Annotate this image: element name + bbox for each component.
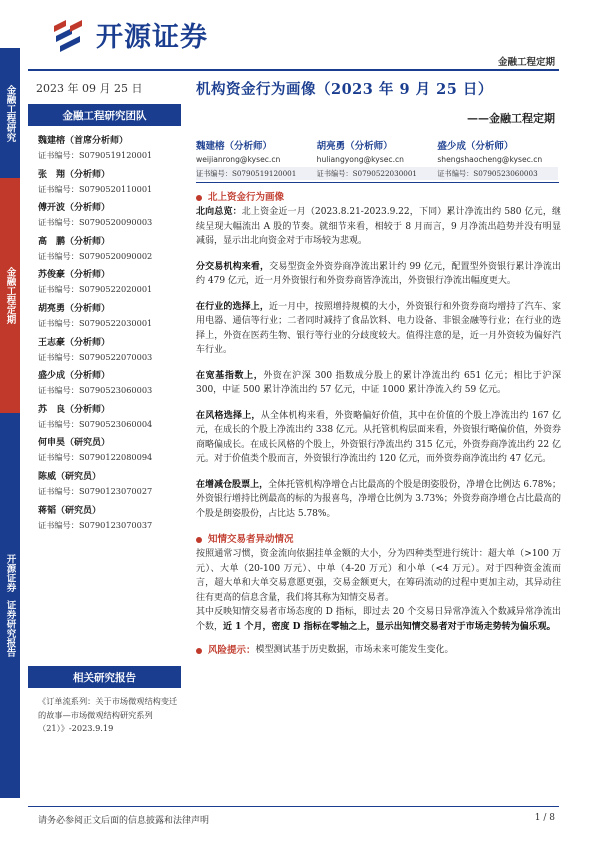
analyst-name: 蒋韬（研究员）	[38, 505, 102, 516]
page-number: 1 / 8	[534, 813, 555, 823]
paragraph-lead: 在增减仓股票上，	[196, 479, 269, 490]
logo-mark-icon	[52, 16, 92, 52]
author-item	[317, 140, 438, 166]
author-item	[437, 140, 558, 166]
header-divider	[28, 69, 559, 71]
author-cert-row	[196, 167, 558, 180]
author-name: 魏建榕（分析师）	[196, 141, 273, 152]
analyst-name: 高 鹏（分析师）	[38, 236, 111, 247]
paragraph-text: 按照通常习惯，资金流向依据挂单金额的大小，分为四种类型进行统计：超大单（>100 万元）、大单（20-100 万元）、中单（4-20 万元）和小单（<4 万元）。对于四种资金流而言，超大单和大单交易意愿更强，交易金额更大，在筹码流动的过程中更加主动，其异动往往有更高的信息含量，我们将其称为知情交易者。	[196, 549, 561, 603]
company-logo	[52, 14, 208, 54]
analyst-cert: 证书编号：S0790519120001	[38, 150, 153, 160]
strip-segment-brand	[0, 413, 20, 798]
author-email[interactable]: shengshaocheng@kysec.cn	[437, 155, 543, 164]
strip-text: 金融工程研究	[4, 84, 16, 142]
paragraph-text: 其中反映知情交易者市场态度的 D 指标，即过去 20 个交易日异常净流入个数减异常净流出个数，	[196, 607, 561, 632]
risk-text: 模型测试基于历史数据，市场未来可能发生变化。	[255, 645, 454, 655]
analyst-cert: 证书编号：S0790520090002	[38, 250, 153, 261]
report-type: 金融工程定期	[497, 57, 555, 68]
related-report-link[interactable]: 《订单流系列：关于市场微观结构变迁的故事—市场微观结构研究系列（21）》-2023.9.19	[38, 696, 178, 733]
analyst-item	[38, 370, 183, 404]
analyst-name: 傅开波（分析师）	[38, 203, 111, 214]
side-strip	[0, 48, 20, 798]
author-email[interactable]: huliangyong@kysec.cn	[316, 155, 404, 164]
author-name: 胡亮勇（分析师）	[316, 141, 393, 152]
analyst-list	[38, 135, 183, 538]
analyst-cert: 证书编号：S0790522070003	[38, 351, 153, 362]
analyst-cert: 证书编号：S0790523060003	[38, 385, 153, 396]
bullet-icon	[196, 537, 202, 543]
title-divider	[196, 182, 559, 183]
analyst-item	[38, 202, 183, 236]
analyst-cert: 证书编号：S0790122080094	[38, 452, 153, 463]
author-name: 盛少成（分析师）	[437, 141, 514, 152]
paragraph-lead: 北向总览：	[196, 207, 242, 217]
report-subtitle: ——金融工程定期	[467, 112, 555, 125]
analyst-cert: 证书编号：S0790523060004	[38, 418, 153, 429]
analyst-name: 苏 良（分析师）	[38, 404, 111, 415]
team-heading: 金融工程研究团队	[28, 104, 181, 126]
risk-warning	[196, 643, 561, 658]
logo-text: 开源证券	[96, 21, 208, 53]
paragraph-lead: 在行业的选择上，	[196, 301, 270, 312]
paragraph	[196, 369, 561, 398]
analyst-item	[38, 269, 183, 303]
analyst-name: 胡亮勇（分析师）	[38, 303, 111, 314]
analyst-name: 盛少成（分析师）	[38, 371, 111, 382]
analyst-name: 苏俊豪（分析师）	[38, 270, 111, 281]
analyst-item	[38, 135, 183, 169]
author-list	[196, 140, 558, 166]
paragraph-text: 北上资金近一月（2023.8.21-2023.9.22，下同）累计净流出约 580 亿元，继续呈现大幅流出 A 股的节奏。就细节来看，相较于 8 月而言，9 月净流出趋势并没有明显减弱，显示出北向资金对于市场较为悲观。	[196, 207, 561, 246]
analyst-name: 魏建榕（首席分析师）	[38, 136, 129, 146]
disclaimer-notice: 请务必参阅正文后面的信息披露和法律声明	[38, 816, 210, 826]
strip-segment-periodic	[0, 178, 20, 413]
analyst-name: 王志豪（分析师）	[38, 337, 111, 348]
analyst-item	[38, 236, 183, 270]
author-cert: 证书编号：S0790522030001	[316, 169, 417, 178]
analyst-cert: 证书编号：S0790522030001	[38, 317, 153, 328]
paragraph-text: 外资在沪深 300 指数成分股上的累计净流出约 651 亿元；相比于沪深 300，中证 500 累计净流出约 57 亿元，中证 1000 累计净流入约 59 亿元。	[196, 370, 561, 395]
analyst-name: 张 翔（分析师）	[38, 169, 111, 180]
paragraph-lead: 在宽基指数上，	[196, 370, 264, 381]
author-cert: 证书编号：S0790523060003	[437, 169, 538, 178]
section-title: 北上资金行为画像	[208, 192, 285, 203]
report-body	[196, 190, 561, 658]
paragraph-text: 全体托管机构净增仓占比最高的个股是朗姿股份，净增仓比例达 6.78%；外资银行增持比例最高的标的为报喜鸟，净增仓比例为 3.73%；外资券商净增仓占比最高的个股是朗姿股份，占比达 5.78%。	[196, 479, 561, 519]
risk-label: 风险提示：	[208, 645, 256, 656]
paragraph	[196, 260, 561, 289]
paragraph	[196, 478, 561, 522]
analyst-cert: 证书编号：S0790123070027	[38, 485, 153, 496]
paragraph	[196, 547, 561, 605]
analyst-cert: 证书编号：S0790520110001	[38, 183, 153, 194]
analyst-cert: 证书编号：S0790123070037	[38, 519, 153, 530]
paragraph-lead: 分交易机构来看，	[196, 261, 270, 272]
paragraph	[196, 409, 561, 467]
strip-text: 证券研究报告	[4, 600, 16, 657]
analyst-cert: 证书编号：S0790520090003	[38, 217, 153, 228]
paragraph	[196, 300, 561, 358]
strip-text: 开源证券	[4, 554, 16, 592]
analyst-item	[38, 169, 183, 203]
paragraph-conclusion: 近 1 个月，密度 D 指标在零轴之上，显示出知情交易者对于市场走势转为偏乐观。	[223, 621, 556, 632]
bullet-icon	[196, 648, 202, 654]
report-title: 机构资金行为画像（2023 年 9 月 25 日）	[196, 81, 493, 98]
analyst-name: 陈威（研究员）	[38, 471, 102, 482]
section-heading-north	[196, 190, 561, 205]
footer-divider	[28, 806, 559, 807]
analyst-item	[38, 505, 183, 539]
paragraph-text: 近一月中，按照增持规模的大小，外资银行和外资券商均增持了汽车、家用电器、通信等行业；二者同时减持了食品饮料、电力设备、非银金融等行业；在行业的选择上，外资在医药生物、银行等行业的分歧度较大。值得注意的是，近一月外资较为偏好汽车行业。	[196, 301, 561, 355]
analyst-item	[38, 471, 183, 505]
author-item	[196, 140, 317, 166]
analyst-name: 何申昊（研究员）	[38, 438, 111, 449]
related-heading: 相关研究报告	[28, 666, 181, 688]
analyst-item	[38, 437, 183, 471]
bullet-icon	[196, 195, 202, 201]
paragraph-text: 从全体机构来看，外资略偏好价值，其中在价值的个股上净流出约 167 亿元，在成长的个股上净流出约 338 亿元。从托管机构层面来看，外资银行略偏价值，外资券商略偏成长。在成长风格的个股上，外资银行净流出约 315 亿元，外资券商净流出约 22 亿元。对于价值类个股而言，外资银行净流出约 120 亿元，而外资券商净流出约 47 亿元。	[196, 410, 561, 464]
author-cert: 证书编号：S0790519120001	[196, 169, 297, 178]
report-date: 2023 年 09 月 25 日	[36, 82, 143, 95]
analyst-item	[38, 337, 183, 371]
paragraph-text: 交易型资金外资券商净流出累计约 99 亿元，配置型外资银行累计净流出约 479 亿元，近一月外资银行和外资券商皆净流出，外资银行净流出幅度更大。	[196, 261, 561, 286]
author-email[interactable]: weijianrong@kysec.cn	[196, 155, 281, 164]
strip-text: 金融工程定期	[4, 267, 16, 324]
analyst-item	[38, 404, 183, 438]
paragraph	[196, 605, 561, 634]
paragraph-lead: 在风格选择上，	[196, 410, 261, 421]
section-heading-informed	[196, 532, 561, 547]
paragraph	[196, 205, 561, 249]
analyst-cert: 证书编号：S0790522020001	[38, 284, 153, 295]
analyst-item	[38, 303, 183, 337]
strip-segment-research	[0, 48, 20, 178]
section-title: 知情交易者异动情况	[208, 534, 294, 545]
